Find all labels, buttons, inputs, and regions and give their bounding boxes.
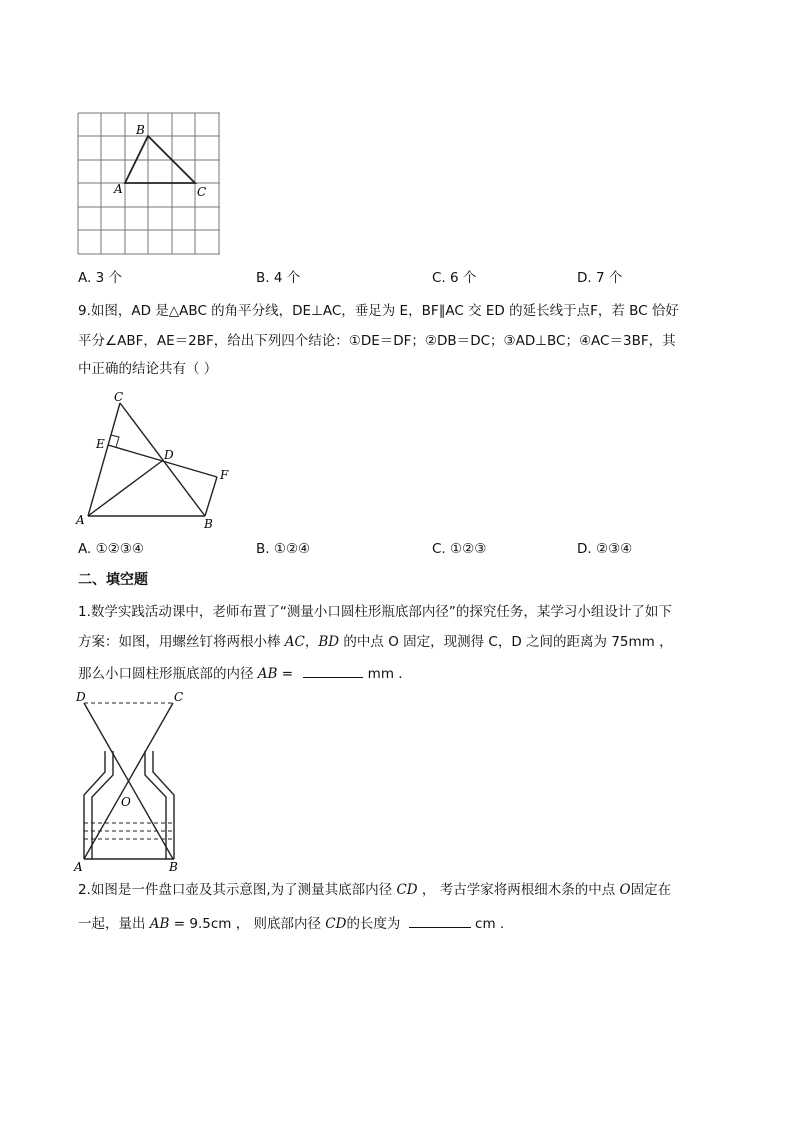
f1-text-line-1: 1.数学实践活动课中，老师布置了“测量小口圆柱形瓶底部内径”的探究任务，某学习小组设计了如下	[78, 604, 672, 620]
segment-cb	[120, 403, 205, 516]
f2-line2-part-c: 的长度为	[346, 916, 401, 932]
label-d: D	[164, 448, 174, 462]
q9-text-line-2: 平分∠ABF，AE＝2BF，给出下列四个结论：①DE＝DF；②DB＝DC；③AD⊥BC；④AC＝3BF，其	[78, 333, 676, 349]
f1-line2-part-b: ，	[304, 634, 319, 650]
label-b: B	[204, 517, 213, 531]
f1-line2-ac: AC	[284, 634, 305, 650]
q9-text-line-3: 中正确的结论共有（ ）	[78, 361, 218, 377]
q9-option-b[interactable]: B. ①②④	[256, 541, 311, 557]
f1-line3-part-b: =	[277, 666, 294, 682]
f1-line3-ab: AB	[257, 666, 278, 682]
f2-line1-part-c: 固定在	[630, 882, 672, 898]
q8-option-d[interactable]: D. 7 个	[577, 270, 623, 286]
f2-line2-ab: AB	[149, 916, 170, 932]
f1-text-line-2	[78, 632, 673, 652]
f1-line2-part-a: 方案：如图，用螺丝钉将两根小棒	[78, 634, 285, 650]
section-2-heading: 二、填空题	[78, 572, 148, 588]
segment-ef	[108, 445, 217, 477]
f1-line2-bd: BD	[318, 634, 340, 650]
segment-ac	[88, 403, 120, 516]
f2-line1-part-b: ， 考古学家将两根细木条的中点	[417, 882, 620, 898]
q8-option-b[interactable]: B. 4 个	[256, 270, 301, 286]
label-a: A	[76, 513, 85, 527]
q9-text-line-1: 9.如图，AD 是△ABC 的角平分线，DE⊥AC，垂足为 E，BF∥AC 交 ED 的延长线于点F，若 BC 恰好	[78, 303, 679, 319]
f2-line2-cd: CD	[325, 916, 347, 932]
f1-bottle-figure	[70, 686, 200, 872]
bottle-right-inner	[145, 751, 166, 859]
q9-figure	[70, 388, 240, 533]
right-angle-mark	[111, 435, 119, 447]
label-f: F	[220, 468, 229, 482]
label-a: A	[114, 182, 123, 196]
f2-line1-cd: CD	[396, 882, 418, 898]
f1-line3-part-c: mm .	[367, 666, 403, 682]
q9-option-d[interactable]: D. ②③④	[577, 541, 633, 557]
q8-option-c[interactable]: C. 6 个	[432, 270, 477, 286]
f2-text-line-1	[78, 880, 671, 900]
f2-line2-part-a: 一起，量出	[78, 916, 150, 932]
label-b: B	[169, 860, 178, 872]
f1-line2-part-c: 的中点 O 固定，现测得 C，D 之间的距离为 75mm ，	[339, 634, 673, 650]
label-o: O	[121, 795, 131, 809]
f1-answer-blank[interactable]	[303, 663, 363, 678]
q9-option-a[interactable]: A. ①②③④	[78, 541, 144, 557]
bottle-left-wall	[84, 751, 105, 859]
q8-grid-figure	[70, 108, 230, 260]
label-a: A	[74, 860, 83, 872]
q9-option-c[interactable]: C. ①②③	[432, 541, 487, 557]
f2-line2-part-b: = 9.5cm ， 则底部内径	[169, 916, 326, 932]
label-b: B	[136, 123, 145, 137]
segment-ad	[88, 461, 162, 516]
label-c: C	[197, 185, 207, 199]
f1-text-line-3	[78, 663, 403, 684]
f2-answer-blank[interactable]	[409, 913, 471, 928]
f2-line2-part-d: cm .	[475, 916, 505, 932]
segment-bf	[205, 477, 217, 516]
f2-line1-o: O	[619, 882, 631, 898]
label-c: C	[114, 390, 124, 404]
label-c: C	[174, 690, 184, 704]
bottle-left-inner	[92, 751, 113, 859]
label-d: D	[76, 690, 86, 704]
f2-line1-part-a: 2.如图是一件盘口壶及其示意图,为了测量其底部内径	[78, 882, 397, 898]
q8-option-a[interactable]: A. 3 个	[78, 270, 122, 286]
label-e: E	[96, 437, 105, 451]
f1-line3-part-a: 那么小口圆柱形瓶底部的内径	[78, 666, 258, 682]
f2-text-line-2	[78, 913, 504, 934]
